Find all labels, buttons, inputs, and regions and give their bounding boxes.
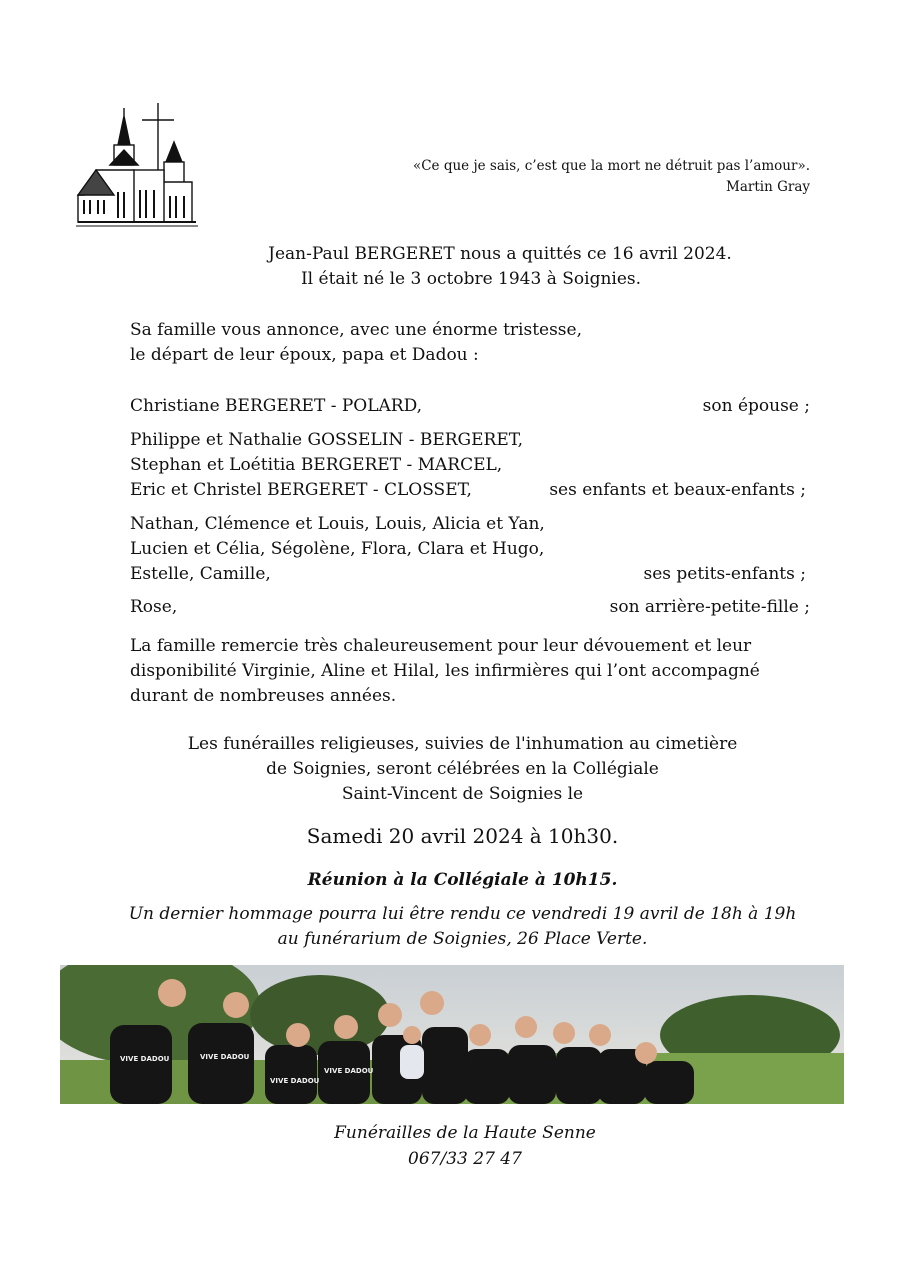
announcement-line-2: le départ de leur époux, papa et Dadou : bbox=[130, 345, 479, 365]
family-photo bbox=[60, 965, 844, 1104]
thanks-line-2: disponibilité Virginie, Aline et Hilal, les infirmières qui l’ont accompagné bbox=[130, 661, 760, 681]
homage-line-2: au funérarium de Soignies, 26 Place Verte. bbox=[277, 929, 648, 949]
family-great-grandchild bbox=[130, 595, 810, 620]
children-line-3: Eric et Christel BERGERET - CLOSSET, bbox=[130, 480, 472, 500]
thanks-line-3: durant de nombreuses années. bbox=[130, 686, 397, 706]
shirt-text: VIVE DADOU bbox=[120, 1055, 170, 1063]
family-spouse bbox=[130, 394, 810, 419]
homage-info bbox=[110, 902, 815, 952]
great-grandchild-relation: son arrière-petite-fille ; bbox=[609, 597, 810, 617]
funeral-company: Funérailles de la Haute Senne bbox=[334, 1123, 596, 1143]
spouse-name: Christiane BERGERET - POLARD, bbox=[130, 396, 423, 416]
shirt-text: VIVE DADOU bbox=[200, 1053, 250, 1061]
spouse-relation: son épouse ; bbox=[702, 396, 810, 416]
family-children bbox=[130, 428, 810, 503]
intro-line-2: Il était né le 3 octobre 1943 à Soignies. bbox=[300, 269, 642, 289]
meeting-info: Réunion à la Collégiale à 10h15. bbox=[307, 870, 618, 890]
children-line-2: Stephan et Loétitia BERGERET - MARCEL, bbox=[130, 455, 503, 475]
announcement-line-1: Sa famille vous annonce, avec une énorme tristesse, bbox=[130, 320, 582, 340]
children-line-1: Philippe et Nathalie GOSSELIN - BERGERET, bbox=[130, 430, 523, 450]
death-notice-intro bbox=[200, 242, 800, 292]
quote-author: Martin Gray bbox=[726, 179, 810, 195]
quote-text: «Ce que je sais, c’est que la mort ne détruit pas l’amour». bbox=[412, 158, 810, 174]
phone-number: 067/33 27 47 bbox=[408, 1149, 522, 1169]
church-logo bbox=[74, 100, 200, 230]
great-grandchild-name: Rose, bbox=[130, 597, 178, 617]
grandchildren-line-1: Nathan, Clémence et Louis, Louis, Alicia et Yan, bbox=[130, 514, 545, 534]
family-grandchildren bbox=[130, 512, 810, 587]
grandchildren-relation: ses petits-enfants ; bbox=[643, 564, 806, 584]
announcement bbox=[130, 318, 582, 368]
footer bbox=[250, 1120, 680, 1172]
grandchildren-line-3: Estelle, Camille, bbox=[130, 564, 271, 584]
shirt-text: VIVE DADOU bbox=[270, 1077, 320, 1085]
thanks-paragraph bbox=[130, 634, 820, 709]
funeral-date: Samedi 20 avril 2024 à 10h30. bbox=[306, 824, 619, 848]
children-relation: ses enfants et beaux-enfants ; bbox=[549, 480, 806, 500]
thanks-line-1: La famille remercie très chaleureusement pour leur dévouement et leur bbox=[130, 636, 752, 656]
funeral-details bbox=[150, 732, 775, 807]
grandchildren-line-2: Lucien et Célia, Ségolène, Flora, Clara et Hugo, bbox=[130, 539, 545, 559]
intro-line-1: Jean-Paul BERGERET nous a quittés ce 16 avril 2024. bbox=[268, 244, 732, 264]
homage-line-1: Un dernier hommage pourra lui être rendu ce vendredi 19 avril de 18h à 19h bbox=[128, 904, 797, 924]
shirt-text: VIVE DADOU bbox=[324, 1067, 374, 1075]
funeral-line-1: Les funérailles religieuses, suivies de l'inhumation au cimetière bbox=[187, 734, 738, 754]
funeral-line-2: de Soignies, seront célébrées en la Collégiale bbox=[266, 759, 659, 779]
quote-block bbox=[360, 156, 810, 198]
funeral-line-3: Saint-Vincent de Soignies le bbox=[341, 784, 584, 804]
